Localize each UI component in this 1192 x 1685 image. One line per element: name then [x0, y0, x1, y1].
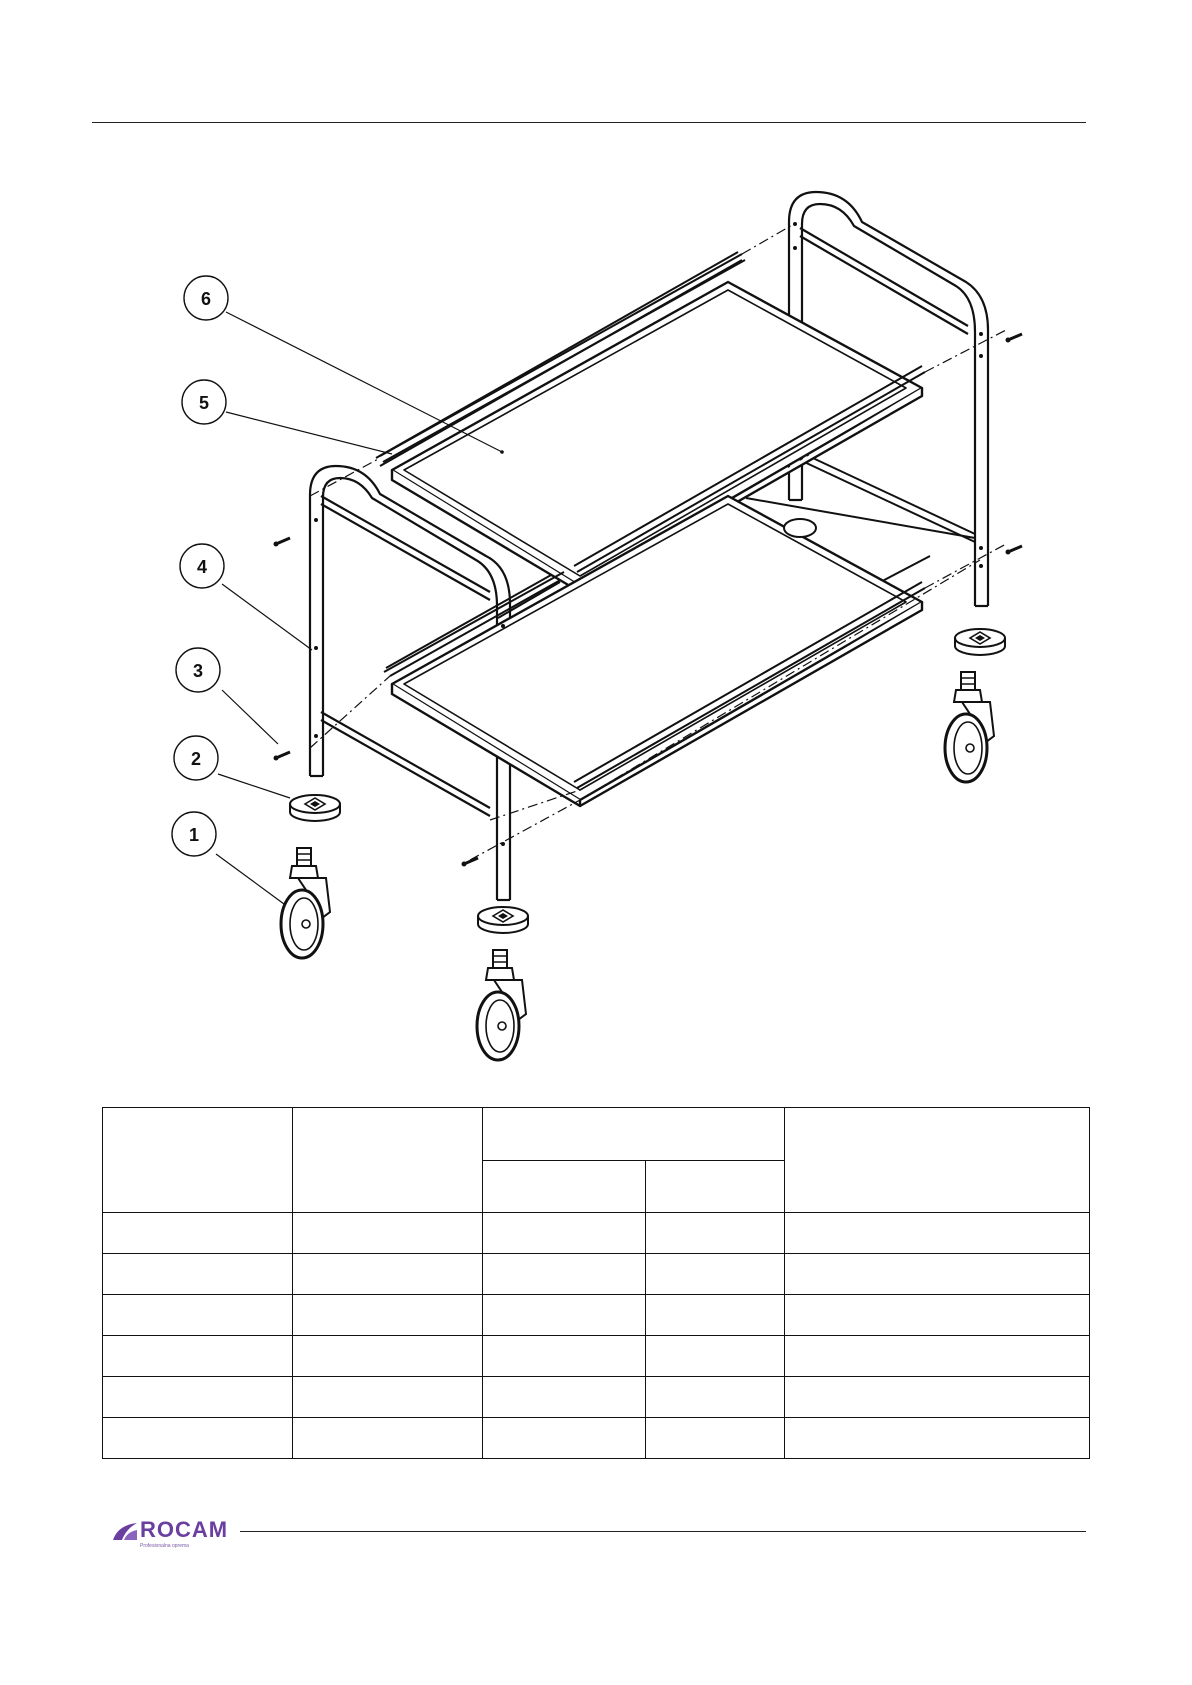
- table-cell: [646, 1336, 785, 1377]
- caster-front-right: [477, 950, 526, 1060]
- callout-1: [172, 812, 216, 856]
- callout-5-label: 5: [198, 393, 210, 413]
- callout-2-label: 2: [190, 749, 202, 769]
- parts-table: [102, 1107, 1090, 1459]
- caster-rear-right: [945, 672, 994, 782]
- header-cell: [785, 1108, 1090, 1213]
- leader-lines: [216, 312, 502, 904]
- table-cell: [293, 1336, 483, 1377]
- caster-front-left: [281, 848, 330, 958]
- table-cell: [483, 1213, 646, 1254]
- table-cell: [103, 1213, 293, 1254]
- callout-3: [176, 648, 220, 692]
- table-cell: [785, 1213, 1090, 1254]
- table-cell: [483, 1377, 646, 1418]
- header-cell: [103, 1108, 293, 1213]
- table-cell: [483, 1254, 646, 1295]
- pad-rear-right: [955, 629, 1005, 655]
- table-cell: [103, 1377, 293, 1418]
- table-row: [103, 1377, 1090, 1418]
- table-cell: [293, 1295, 483, 1336]
- table-cell: [483, 1336, 646, 1377]
- header-cell: [293, 1108, 483, 1213]
- table-cell: [785, 1418, 1090, 1459]
- subheader-cell: [646, 1161, 785, 1213]
- callout-2: [174, 736, 218, 780]
- table-cell: [646, 1213, 785, 1254]
- table-row: [103, 1295, 1090, 1336]
- callout-1-label: 1: [188, 825, 200, 845]
- lower-shelf: [392, 496, 922, 806]
- callout-6: [184, 276, 228, 320]
- table-cell: [785, 1254, 1090, 1295]
- footer-rule: [240, 1531, 1086, 1532]
- table-cell: [293, 1418, 483, 1459]
- table-header-row: [103, 1108, 1090, 1161]
- table-cell: [646, 1418, 785, 1459]
- table-cell: [785, 1377, 1090, 1418]
- table-cell: [483, 1418, 646, 1459]
- table-row: [103, 1213, 1090, 1254]
- callout-5: [182, 380, 226, 424]
- table-cell: [785, 1295, 1090, 1336]
- logo-swoosh-icon: [112, 1521, 138, 1541]
- callout-3-label: 3: [192, 661, 204, 681]
- company-logo: [112, 1517, 232, 1557]
- pad-front-right: [478, 907, 528, 933]
- subheader-cell: [483, 1161, 646, 1213]
- table-cell: [103, 1295, 293, 1336]
- table-cell: [103, 1418, 293, 1459]
- header-cell-group: [483, 1108, 785, 1161]
- table-cell: [785, 1336, 1090, 1377]
- table-cell: [103, 1336, 293, 1377]
- callout-4-label: 4: [196, 557, 208, 577]
- table-cell: [483, 1295, 646, 1336]
- table-cell: [293, 1377, 483, 1418]
- table-row: [103, 1418, 1090, 1459]
- logo-wordmark: ROCAM: [140, 1517, 229, 1542]
- table-cell: [103, 1254, 293, 1295]
- logo-tagline: Profesionalna oprema: [140, 1543, 189, 1549]
- pad-front-left: [290, 795, 340, 821]
- table-cell: [646, 1295, 785, 1336]
- table-cell: [646, 1377, 785, 1418]
- callout-6-label: 6: [200, 289, 212, 309]
- table-cell: [293, 1254, 483, 1295]
- table-row: [103, 1254, 1090, 1295]
- table-cell: [646, 1254, 785, 1295]
- table-cell: [293, 1213, 483, 1254]
- callout-4: [180, 544, 224, 588]
- table-row: [103, 1336, 1090, 1377]
